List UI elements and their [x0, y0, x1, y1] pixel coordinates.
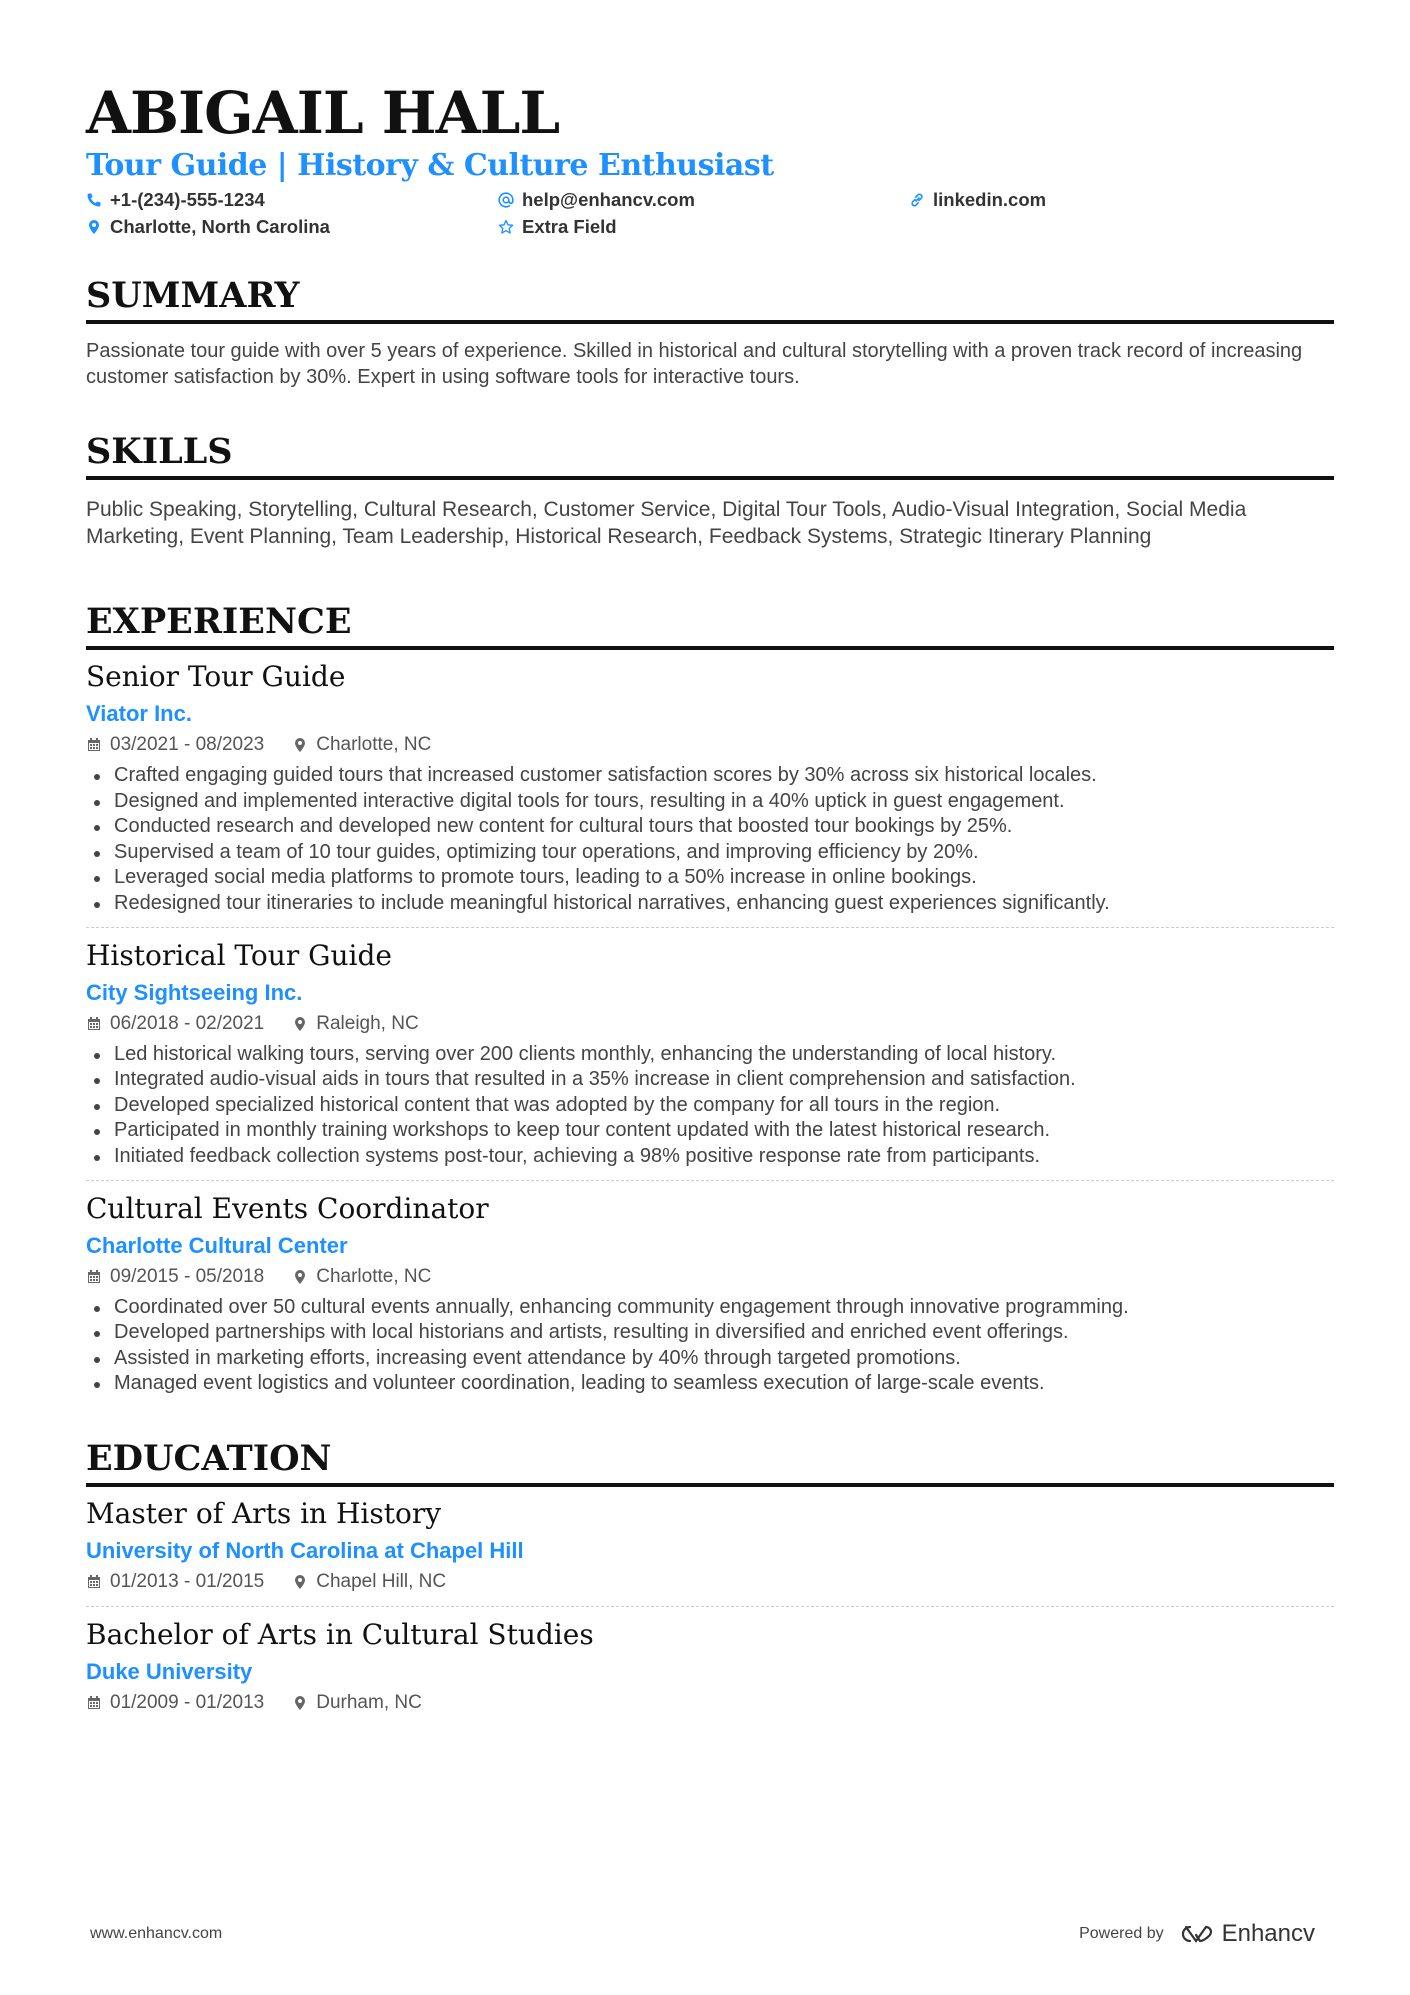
degree: Master of Arts in History — [86, 1496, 442, 1530]
section-heading: SKILLS — [86, 430, 1334, 480]
degree: Bachelor of Arts in Cultural Studies — [86, 1617, 594, 1651]
calendar-icon — [86, 1269, 102, 1285]
section-heading: EXPERIENCE — [86, 600, 1334, 650]
bullet-item: Coordinated over 50 cultural events annually, enhancing community engagement through innovative programming. — [86, 1295, 1334, 1321]
dates: 09/2015 - 05/2018 — [110, 1265, 265, 1287]
experience-item — [86, 1180, 1334, 1397]
brand-text: Enhancv — [1221, 1920, 1315, 1947]
star-icon — [498, 219, 514, 235]
location-pin-icon — [292, 737, 308, 753]
powered-by-text: Powered by — [1079, 1925, 1164, 1942]
bullet-item: Assisted in marketing efforts, increasing event attendance by 40% through targeted promotions. — [86, 1346, 1334, 1372]
experience-section — [86, 600, 1334, 1397]
job-title: Historical Tour Guide — [86, 938, 392, 972]
location-text: Raleigh, NC — [316, 1012, 419, 1034]
meta — [86, 1568, 1334, 1596]
bullet-item: Led historical walking tours, serving over 200 clients monthly, enhancing the understanding of local history. — [86, 1042, 1334, 1068]
meta — [86, 1689, 1334, 1717]
section-heading: EDUCATION — [86, 1437, 1334, 1487]
location-pin-icon — [86, 219, 102, 235]
location-text: Chapel Hill, NC — [316, 1570, 447, 1592]
location — [292, 731, 431, 759]
calendar-icon — [86, 737, 102, 753]
experience-item — [86, 650, 1334, 917]
skills-section — [86, 430, 1334, 550]
candidate-title: Tour Guide | History & Culture Enthusiast — [86, 148, 774, 183]
dates: 03/2021 - 08/2023 — [110, 734, 265, 755]
skills-text: Public Speaking, Storytelling, Cultural Research, Customer Service, Digital Tour Tools, Audio-Visual Integration, Social Media Marketing, Event Planning, Team Leadership, Historical Research, Feedback Systems, Strategic Itinerary Planning — [86, 498, 1247, 548]
location-text: Charlotte, NC — [316, 1265, 432, 1287]
company-name: Charlotte Cultural Center — [86, 1232, 348, 1258]
meta — [86, 1263, 1334, 1291]
summary-section — [86, 274, 1334, 390]
contact-info — [86, 186, 1334, 240]
education-section — [86, 1437, 1334, 1717]
company-name: Viator Inc. — [86, 701, 192, 726]
at-icon — [498, 192, 514, 208]
footer — [90, 1920, 1315, 1948]
location — [292, 1263, 431, 1291]
link-icon — [909, 192, 925, 208]
bullet-list — [86, 1042, 1334, 1170]
bullet-item: Managed event logistics and volunteer coordination, leading to seamless execution of large-scale events. — [86, 1371, 1334, 1397]
bullet-item: Developed partnerships with local historians and artists, resulting in diversified and enriched event offerings. — [86, 1320, 1334, 1346]
dates: 01/2013 - 01/2015 — [110, 1570, 265, 1592]
location-text: Durham, NC — [316, 1691, 422, 1713]
linkedin[interactable] — [909, 186, 1334, 213]
enhancv-logo-icon — [1176, 1923, 1214, 1945]
experience-item — [86, 927, 1334, 1170]
location — [292, 1689, 422, 1717]
phone — [86, 186, 498, 213]
calendar-icon — [86, 1574, 102, 1590]
bullet-item: Developed specialized historical content that was adopted by the company for all tours in the region. — [86, 1093, 1334, 1119]
bullet-item: Participated in monthly training workshops to keep tour content updated with the latest historical research. — [86, 1118, 1334, 1144]
school-name: Duke University — [86, 1658, 253, 1684]
bullet-list — [86, 763, 1334, 917]
job-title: Senior Tour Guide — [86, 660, 346, 693]
dates: 01/2009 - 01/2013 — [110, 1691, 265, 1713]
bullet-item: Crafted engaging guided tours that increased customer satisfaction scores by 30% across six historical locales. — [86, 763, 1334, 789]
phone-text: +1-(234)-555-1234 — [110, 189, 265, 210]
meta — [86, 731, 1334, 759]
location-text: Charlotte, North Carolina — [110, 216, 330, 237]
bullet-item: Initiated feedback collection systems post-tour, achieving a 98% positive response rate from participants. — [86, 1144, 1334, 1170]
company-name: City Sightseeing Inc. — [86, 979, 303, 1005]
email-text: help@enhancv.com — [522, 189, 695, 210]
extra-field — [498, 213, 909, 240]
extra-text: Extra Field — [522, 216, 617, 237]
job-title: Cultural Events Coordinator — [86, 1191, 489, 1225]
linkedin-text: linkedin.com — [933, 189, 1047, 210]
bullet-item: Redesigned tour itineraries to include meaningful historical narratives, enhancing guest experiences significantly. — [86, 891, 1334, 917]
candidate-name: ABIGAIL HALL — [86, 79, 560, 147]
bullet-item: Conducted research and developed new content for cultural tours that boosted tour bookings by 25%. — [86, 814, 1334, 840]
header — [86, 78, 1334, 240]
education-item — [86, 1606, 1334, 1717]
education-item — [86, 1487, 1334, 1596]
bullet-item: Integrated audio-visual aids in tours that resulted in a 35% increase in client comprehension and satisfaction. — [86, 1067, 1334, 1093]
location — [292, 1568, 446, 1596]
location-pin-icon — [292, 1574, 308, 1590]
location-pin-icon — [292, 1269, 308, 1285]
school-name: University of North Carolina at Chapel Hill — [86, 1537, 524, 1563]
location — [292, 1010, 418, 1038]
location — [86, 213, 498, 240]
bullet-item: Designed and implemented interactive digital tools for tours, resulting in a 40% uptick in guest engagement. — [86, 789, 1334, 815]
location-pin-icon — [292, 1695, 308, 1711]
location-text: Charlotte, NC — [316, 734, 432, 755]
powered-by — [1079, 1920, 1315, 1948]
section-heading: SUMMARY — [86, 274, 1334, 324]
enhancv-logo[interactable] — [1176, 1920, 1315, 1948]
calendar-icon — [86, 1016, 102, 1032]
summary-text: Passionate tour guide with over 5 years of experience. Skilled in historical and cultural storytelling with a proven track record of increasing customer satisfaction by 30%. Expert in using software tools for interactive tours. — [86, 340, 1303, 388]
location-pin-icon — [292, 1016, 308, 1032]
website-link[interactable]: www.enhancv.com — [90, 1925, 223, 1942]
resume — [86, 78, 1334, 1717]
bullet-item: Leveraged social media platforms to promote tours, leading to a 50% increase in online bookings. — [86, 865, 1334, 891]
bullet-list — [86, 1295, 1334, 1397]
bullet-item: Supervised a team of 10 tour guides, optimizing tour operations, and improving efficiency by 20%. — [86, 840, 1334, 866]
phone-icon — [86, 192, 102, 208]
calendar-icon — [86, 1695, 102, 1711]
dates: 06/2018 - 02/2021 — [110, 1012, 265, 1034]
meta — [86, 1010, 1334, 1038]
email[interactable] — [498, 186, 909, 213]
